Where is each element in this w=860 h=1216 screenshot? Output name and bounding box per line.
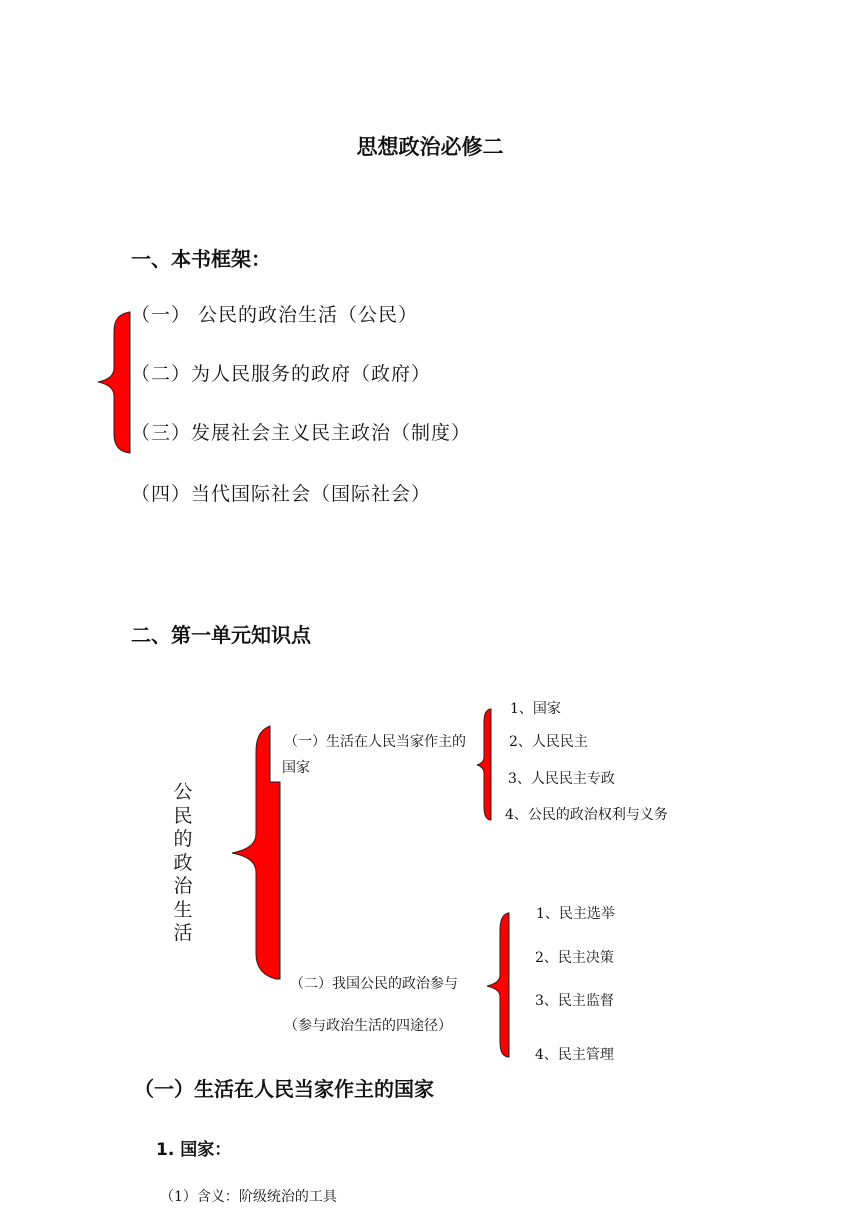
framework-item-2: （二）为人民服务的政府（政府） <box>131 363 432 385</box>
section1-heading: 一、本书框架： <box>131 247 271 271</box>
branch2-child-3: 3、民主监督 <box>535 993 614 1009</box>
branch1-child-2: 2、人民民主 <box>509 734 588 750</box>
branch2-child-2: 2、民主决策 <box>535 950 614 966</box>
branch2-child-1: 1、民主选举 <box>536 906 615 922</box>
point1-heading: 1. 国家： <box>156 1140 232 1160</box>
subsection-heading: （一）生活在人民当家作主的国家 <box>134 1077 434 1101</box>
branch2-child-4: 4、民主管理 <box>535 1047 614 1063</box>
framework-item-4: （四）当代国际社会（国际社会） <box>131 483 432 505</box>
branch1-brace <box>476 709 492 821</box>
framework-item-3: （三）发展社会主义民主政治（制度） <box>131 422 472 444</box>
point1-definition: （1）含义：阶级统治的工具 <box>160 1189 337 1205</box>
branch1-label-line2: 国家 <box>282 760 310 776</box>
page-title: 思想政治必修二 <box>356 135 504 159</box>
branch1-child-3: 3、人民民主专政 <box>508 771 615 787</box>
branch2-label-line1: （二）我国公民的政治参与 <box>290 976 458 992</box>
branch1-child-1: 1、国家 <box>510 701 561 717</box>
diagram-root-brace <box>230 726 282 980</box>
branch1-label-line1: （一）生活在人民当家作主的 <box>284 734 466 750</box>
framework-item-1: （一） 公民的政治生活（公民） <box>131 304 419 326</box>
section2-heading: 二、第一单元知识点 <box>131 623 311 647</box>
branch2-label-line2: （参与政治生活的四途径） <box>284 1018 452 1034</box>
framework-brace <box>92 312 132 454</box>
branch1-child-4: 4、公民的政治权利与义务 <box>505 807 668 823</box>
branch2-brace <box>486 913 510 1058</box>
diagram-root-label: 公民的政治生活 <box>173 781 193 944</box>
